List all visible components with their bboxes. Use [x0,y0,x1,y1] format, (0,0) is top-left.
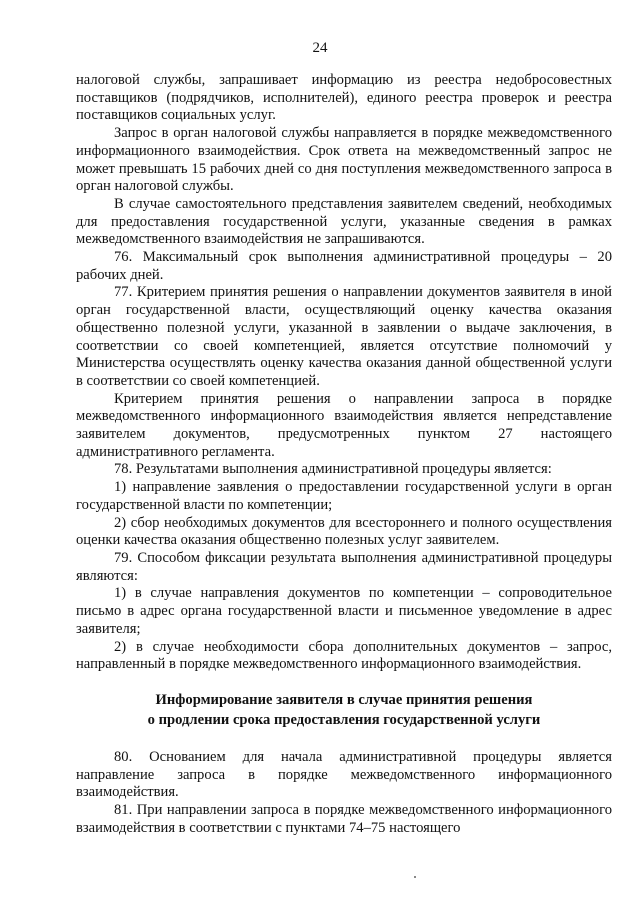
section-heading-line-1: Информирование заявителя в случае принятия решения [155,691,533,708]
section-heading-line-2: о продлении срока предоставления государственной услуги [147,711,541,728]
paragraph-81: 81. При направлении запроса в порядке межведомственного информационного взаимодействия в соответствии с пунктами 74–75 настоящего [76,802,612,836]
page-number: 24 [312,40,328,56]
paragraph-78: 78. Результатами выполнения административной процедуры является: [114,461,552,478]
paragraph-79-item-2: 2) в случае необходимости сбора дополнительных документов – запрос, направленный в порядке межведомственного информационного взаимодействия. [76,638,612,673]
paragraph-self-provided-info: В случае самостоятельного представления заявителем сведений, необходимых для предоставления государственной услуги, указанные сведения в рамках межведомственного взаимодействия не запрашиваются. [76,195,612,248]
paragraph-79: 79. Способом фиксации результата выполнения административной процедуры являются: [76,549,612,584]
paragraph-78-item-2: 2) сбор необходимых документов для всестороннего и полного осуществления оценки качества оказания общественно полезных услуг заявителем. [76,514,612,549]
paragraph-77-criterion: Критерием принятия решения о направлении запроса в порядке межведомственного информационного взаимодействия является непредставление заявителем документов, предусмотренных пунктом 27 настоящего административного регламента. [76,390,612,460]
paragraph-79-item-1: 1) в случае направления документов по компетенции – сопроводительное письмо в адрес органа государственной власти и письменное уведомление в адрес заявителя; [76,585,612,637]
section-heading [76,690,612,730]
section-body [76,749,612,838]
paragraph-78-item-1: 1) направление заявления о предоставлении государственной услуги в орган государственной власти по компетенции; [76,479,612,513]
scan-speck [414,876,416,878]
document-body [76,72,612,837]
paragraph-80: 80. Основанием для начала административной процедуры является направление запроса в порядке межведомственного информационного взаимодействия. [76,748,612,801]
paragraph-77: 77. Критерием принятия решения о направлении документов заявителя в иной орган государственной власти, осуществляющий оценку качества оказания общественно полезной услуги, указанной в заявлении о выдаче заключения, в соответствии со своей компетенцией, является отсутствие полномочий у Министерства осуществлять оценку качества оказания данной общественной услуги в соответствии со своей компетенцией. [76,284,612,389]
paragraph-continuation: налоговой службы, запрашивает информацию из реестра недобросовестных поставщиков (подрядчиков, исполнителей), единого реестра проверок и реестра поставщиков социальных услуг. [76,72,612,124]
paragraph-tax-request: Запрос в орган налоговой службы направляется в порядке межведомственного информационного взаимодействия. Срок ответа на межведомственный запрос не может превышать 15 рабочих дней со дня поступления межведомственного запроса в орган налоговой службы. [76,125,612,195]
paragraph-76: 76. Максимальный срок выполнения административной процедуры – 20 рабочих дней. [76,249,612,283]
